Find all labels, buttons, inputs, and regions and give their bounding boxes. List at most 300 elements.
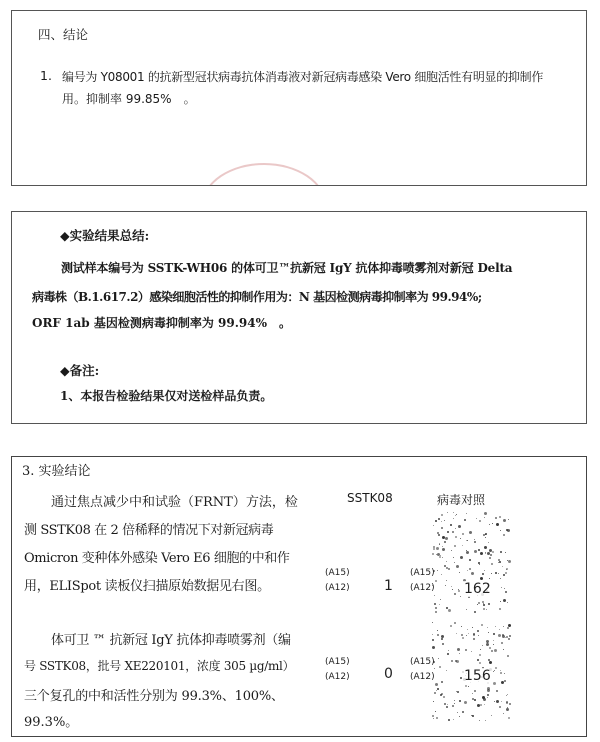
virus-spot [460,538,461,539]
virus-spot [459,700,461,702]
virus-spot [484,546,487,549]
virus-spot [493,640,494,641]
virus-spot [451,550,452,551]
virus-spot [441,638,443,640]
virus-spot [448,609,451,612]
virus-spot [503,534,505,536]
virus-spot [451,586,452,587]
virus-spot [500,672,502,674]
well-label-a15: (A15) [325,657,350,667]
virus-spot [437,688,439,690]
experiment-conclusion-panel [11,456,587,737]
para1-line: 测 SSTK08 在 2 倍稀释的情况下对新冠病毒 [24,523,274,538]
virus-spot [441,514,443,516]
summary-line-1: 测试样本编号为 SSTK-WH06 的体可卫™抗新冠 IgY 抗体抑毒喷雾剂对新冠 Delta [61,261,513,275]
virus-spot [432,639,434,641]
virus-spot [467,570,468,571]
virus-spot [479,662,481,664]
virus-spot [446,670,447,671]
virus-spot [480,704,482,706]
virus-spot [488,542,489,543]
virus-spot [500,601,501,602]
virus-spot [485,534,486,535]
virus-spot [474,611,476,613]
note-line: 1、本报告检验结果仅对送检样品负责。 [60,389,273,403]
virus-spot [442,643,444,645]
virus-spot [506,701,508,703]
sample-count-2: 0 [384,666,393,682]
well-label-a15: (A15) [325,568,350,578]
virus-spot [477,704,480,707]
virus-spot [498,562,499,563]
virus-spot [454,703,455,704]
virus-spot [435,607,437,609]
virus-spot [432,634,433,635]
note-title: ◆备注: [60,363,100,378]
virus-spot [507,655,509,657]
virus-spot [459,572,460,573]
virus-spot [479,654,481,656]
virus-spot [476,518,477,519]
virus-spot [505,552,506,553]
virus-spot [500,551,502,553]
summary-line-3: ORF 1ab 基因检测病毒抑制率为 99.94% 。 [32,316,291,330]
virus-spot [496,523,499,526]
virus-spot [506,695,507,696]
virus-spot [447,653,449,655]
well-label-a12: (A12) [410,672,435,682]
virus-spot [433,701,434,702]
para1-line: Omicron 变种体外感染 Vero E6 细胞的中和作 [24,551,290,566]
virus-spot [435,683,438,686]
item-number: 1. [40,68,52,83]
virus-spot [442,557,443,558]
virus-spot [500,530,501,531]
virus-spot [474,539,475,540]
virus-spot [466,551,469,554]
virus-spot [487,694,489,696]
virus-spot [504,680,506,682]
virus-spot [438,534,440,536]
virus-spot [495,667,497,669]
virus-spot [437,634,439,636]
virus-spot [479,564,480,565]
virus-spot [477,604,478,605]
conclusion-line-1: 编号为 Y08001 的抗新型冠状病毒抗体消毒液对新冠病毒感染 Vero 细胞活性有明显的抑制作 [62,70,544,84]
virus-spot [454,562,455,563]
virus-spot [473,634,475,636]
virus-spot [496,690,498,692]
virus-spot [461,626,462,627]
virus-spot [495,572,497,574]
virus-spot [440,599,441,600]
virus-spot [489,647,491,649]
virus-spot [481,624,483,626]
virus-spot [448,568,450,570]
para2-line: 体可卫 ™ 抗新冠 IgY 抗体抑毒喷雾剂（编 [51,633,291,648]
virus-spot [446,561,447,562]
control-count-2: 156 [464,668,491,684]
virus-spot [445,537,448,540]
virus-spot [437,532,439,534]
virus-spot [492,523,493,524]
virus-spot [486,643,489,646]
virus-spot [444,520,445,521]
virus-spot [452,531,454,533]
virus-spot [507,602,508,603]
virus-spot [436,717,438,719]
virus-spot [441,521,442,522]
virus-spot [462,637,464,639]
virus-spot [491,563,493,565]
virus-spot [439,604,440,605]
result-summary-panel [11,211,587,424]
virus-spot [458,590,460,592]
well-label-a15: (A15) [410,568,435,578]
virus-spot [472,698,474,700]
virus-spot [498,573,499,574]
para1-line: 通过焦点减少中和试验（FRNT）方法，检 [51,495,298,510]
virus-spot [468,686,469,687]
virus-spot [466,609,467,610]
virus-spot [447,704,448,705]
virus-spot [444,703,446,705]
sample-well-1 [356,515,422,609]
virus-spot [455,536,457,538]
virus-spot [484,512,487,515]
summary-title: ◆实验结果总结: [60,228,150,243]
virus-spot [493,644,494,645]
virus-spot [445,585,446,586]
virus-spot [478,602,480,604]
virus-spot [441,527,443,529]
virus-spot [436,547,439,550]
virus-spot [461,634,463,636]
virus-spot [489,661,492,664]
virus-spot [493,633,495,635]
virus-spot [487,689,490,692]
conclusion-line-2: 用。抑制率 99.85% 。 [62,92,196,106]
control-count-1: 162 [464,581,491,597]
virus-spot [442,548,445,551]
virus-spot [508,717,510,719]
virus-spot [451,660,453,662]
virus-spot [443,696,445,698]
virus-spot [508,638,510,640]
virus-spot [442,536,445,539]
virus-spot [441,635,444,638]
virus-spot [477,659,479,661]
virus-spot [434,668,435,669]
virus-spot [469,531,472,534]
virus-spot [489,578,490,579]
virus-spot [448,650,449,651]
virus-spot [437,553,440,556]
virus-spot [446,706,448,708]
virus-spot [435,520,437,522]
virus-spot [509,635,511,637]
virus-spot [433,718,434,719]
virus-spot [489,549,492,552]
virus-spot [468,633,469,634]
virus-spot [454,593,456,595]
virus-spot [464,519,466,521]
virus-spot [485,720,486,721]
virus-spot [446,607,448,609]
virus-spot [466,635,467,636]
virus-spot [471,651,472,652]
virus-spot [453,719,454,720]
virus-spot [499,706,501,708]
virus-spot [455,515,456,516]
virus-spot [508,560,511,563]
virus-spot [495,517,497,519]
virus-spot [508,519,509,520]
virus-spot [479,520,481,522]
well-label-a12: (A12) [325,583,350,593]
virus-spot [441,574,442,575]
virus-spot [442,546,443,547]
virus-spot [487,697,488,698]
virus-spot [448,719,450,721]
virus-spot [459,653,460,654]
virus-spot [483,604,485,606]
virus-spot [465,649,467,651]
virus-spot [501,642,503,644]
virus-spot [499,561,501,563]
virus-spot [437,630,438,631]
para2-line: 号 SSTK08，批号 XE220101，浓度 305 µg/ml） [24,659,295,673]
virus-spot [432,553,434,555]
virus-spot [482,573,484,575]
virus-spot [489,557,491,559]
virus-spot [505,591,507,593]
virus-spot [457,691,459,693]
virus-spot [472,693,473,694]
virus-spot [455,660,457,662]
virus-spot [454,545,456,547]
virus-spot [502,566,503,567]
virus-spot [456,565,459,568]
virus-spot [507,627,509,629]
virus-spot [434,692,436,694]
virus-spot [474,541,476,543]
virus-spot [506,708,509,711]
virus-spot [439,544,440,545]
virus-spot [489,524,490,525]
virus-spot [462,711,464,713]
virus-spot [484,517,485,518]
virus-spot [491,573,492,574]
virus-spot [450,625,452,627]
virus-spot [507,694,508,695]
virus-spot [465,685,467,687]
virus-spot [444,541,446,543]
virus-spot [485,553,486,554]
virus-spot [480,649,481,650]
virus-spot [503,574,505,576]
virus-spot [491,715,492,716]
virus-spot [484,570,485,571]
virus-spot [433,548,435,550]
virus-spot [432,646,435,649]
virus-spot [457,648,460,651]
virus-spot [466,540,467,541]
control-well-1 [432,512,514,616]
virus-spot [466,513,467,514]
virus-spot [494,670,495,671]
virus-spot [499,608,501,610]
virus-spot [464,701,467,704]
virus-spot [458,589,459,590]
well-label-a15: (A15) [410,657,435,667]
virus-spot [469,568,471,570]
red-seal-stamp [202,163,326,186]
virus-spot [480,577,483,580]
virus-spot [494,649,497,652]
section-heading-3: 3. 实验结论 [22,464,91,479]
virus-spot [493,682,496,685]
virus-spot [438,518,440,520]
virus-spot [432,715,434,717]
virus-spot [435,580,437,582]
virus-spot [446,580,447,581]
sample-count-1: 1 [384,578,393,594]
virus-spot [440,694,442,696]
section-heading: 四、结论 [38,27,89,42]
virus-spot [493,671,494,672]
virus-spot [488,632,489,633]
virus-spot [474,690,476,692]
virus-spot [503,599,506,602]
virus-spot [478,549,480,551]
virus-spot [467,629,468,630]
virus-spot [460,556,463,559]
virus-spot [502,634,504,636]
virus-spot [490,554,492,556]
virus-spot [506,529,508,531]
virus-spot [452,705,454,707]
virus-spot [499,629,500,630]
virus-spot [506,568,508,570]
virus-spot [496,700,499,703]
virus-spot [453,557,454,558]
virus-spot [432,622,433,623]
virus-spot [491,650,493,652]
virus-spot [485,537,486,538]
virus-spot [439,543,440,544]
virus-spot [482,601,484,603]
virus-spot [500,578,501,579]
virus-spot [454,622,456,624]
virus-spot [452,589,453,590]
virus-spot [500,670,501,671]
virus-spot [456,514,457,515]
virus-spot [474,699,476,701]
virus-spot [474,550,477,553]
virus-spot [469,559,471,561]
virus-spot [460,596,461,597]
virus-spot [462,533,464,535]
virus-spot [444,565,446,567]
virus-spot [433,525,434,526]
virus-spot [473,638,475,640]
virus-spot [499,516,501,518]
virus-spot [453,512,454,513]
virus-spot [483,698,486,701]
col-label-control: 病毒对照 [437,493,486,507]
virus-spot [453,518,454,519]
virus-spot [503,626,504,627]
virus-spot [483,608,485,610]
virus-spot [495,626,496,627]
virus-spot [482,645,483,646]
virus-spot [434,603,436,605]
virus-spot [436,690,437,691]
virus-spot [477,630,479,632]
virus-spot [492,551,494,553]
virus-spot [456,633,457,634]
virus-spot [455,528,456,529]
virus-spot [480,552,483,555]
summary-line-2: 病毒株（B.1.617.2）感染细胞活性的抑制作用为：N 基因检测病毒抑制率为 99.94%; [32,290,482,304]
virus-spot [479,720,480,721]
virus-spot [501,701,502,702]
virus-spot [462,545,463,546]
conclusion-panel-1 [11,10,587,186]
virus-spot [435,711,436,712]
para2-line: 三个复孔的中和活性分别为 99.3%、100%、 [24,689,284,704]
virus-spot [439,556,441,558]
virus-spot [437,570,438,571]
virus-spot [458,525,461,528]
virus-spot [503,713,504,714]
col-label-sample: SSTK08 [347,491,393,505]
virus-spot [488,603,490,605]
virus-spot [467,540,468,541]
para2-line: 99.3%。 [24,715,79,730]
virus-spot [494,701,495,702]
virus-spot [498,634,501,637]
well-label-a12: (A12) [325,672,350,682]
virus-spot [457,712,458,713]
virus-spot [438,658,439,659]
virus-spot [503,519,506,522]
virus-spot [503,649,504,650]
virus-spot [447,531,449,533]
virus-spot [501,587,502,588]
virus-spot [472,627,473,628]
virus-spot [440,555,441,556]
virus-spot [484,704,485,705]
virus-spot [487,627,488,628]
virus-spot [509,703,511,705]
virus-spot [441,681,443,683]
virus-spot [450,524,452,526]
virus-spot [504,673,505,674]
virus-spot [505,572,507,574]
virus-spot [471,572,474,575]
para1-line: 用，ELISpot 读板仪扫描原始数据见右图。 [24,579,270,594]
virus-spot [447,512,448,513]
virus-spot [478,635,479,636]
virus-spot [454,700,455,701]
virus-spot [439,666,441,668]
virus-spot [504,588,505,589]
virus-spot [486,609,487,610]
well-label-a12: (A12) [410,583,435,593]
virus-spot [459,716,460,717]
